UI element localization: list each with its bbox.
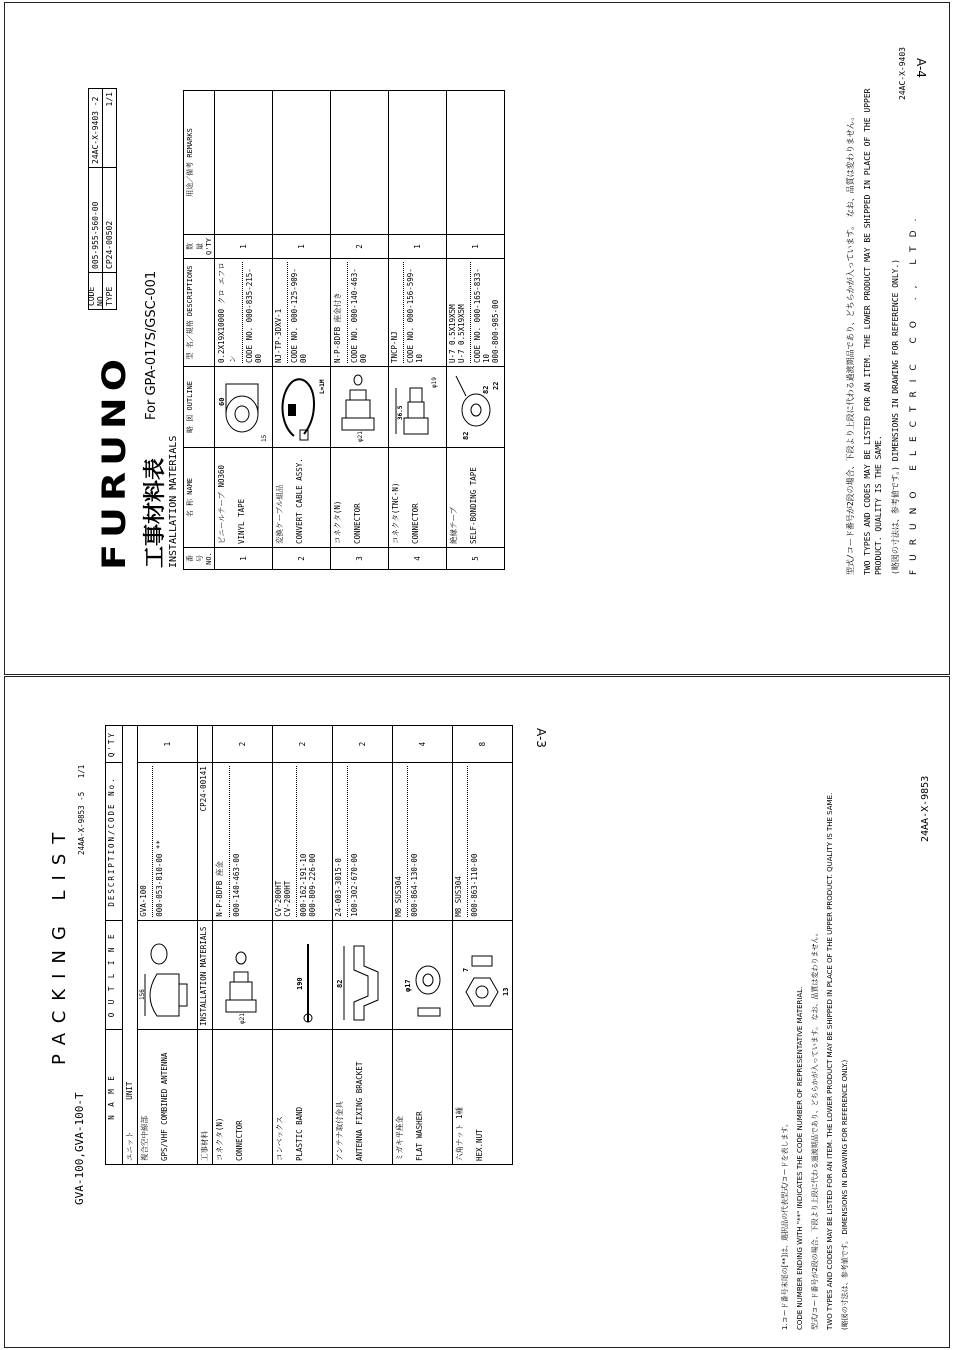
item-outline	[331, 367, 389, 448]
dim-22: 22	[492, 381, 500, 390]
dim-190: 190	[296, 977, 304, 990]
dim-156: 156	[139, 989, 146, 1000]
item-desc-alt: U-7 0.5X19X5M	[457, 304, 466, 363]
item-no: 1	[215, 548, 273, 570]
dim-36-5: 36.5	[397, 405, 404, 420]
header-descriptions: 型 名／規格 DESCRIPTIONS	[184, 259, 215, 367]
item-desc-alt: CV-200HT	[283, 880, 292, 917]
item-code: 000-863-110-00	[467, 766, 479, 917]
item-desc: GVA-100	[139, 885, 148, 917]
antenna-bracket-drawing	[334, 936, 388, 1026]
item-code: 000-864-130-00	[407, 766, 419, 917]
item-name: CONNECTOR	[235, 1120, 244, 1161]
doc-number: 24AA-X-9853 -5	[77, 791, 86, 855]
item-name-jp: コネクタ(N)	[333, 500, 342, 544]
item-name: SELF-BONDING TAPE	[469, 467, 478, 544]
item-code-alt: 000-809-226-00	[308, 853, 317, 917]
installation-materials-form	[88, 90, 508, 570]
installation-notes	[845, 55, 920, 575]
table-row	[453, 726, 513, 1165]
item-desc: 0.2X19X10000 クロ エフロン	[217, 262, 237, 363]
table-row	[273, 91, 331, 570]
self-bonding-tape-drawing	[448, 370, 500, 444]
item-name: CONNECTOR	[411, 503, 420, 544]
item-outline	[389, 367, 447, 448]
installation-section-row	[198, 726, 213, 1165]
item-qty: 4	[393, 726, 453, 763]
code-value: 000-165-833-10	[473, 268, 491, 363]
dim-phi19: φ19	[431, 377, 438, 388]
dim-60: 60	[218, 397, 226, 406]
combined-antenna-drawing	[139, 936, 193, 1026]
item-code: 100-302-670-00	[347, 766, 359, 917]
dim-7: 7	[462, 967, 470, 972]
table-row	[273, 726, 333, 1165]
note-jp: 型式/コード番号が2段の場合、下段より上段に代わる過渡期品であり、どちらかが入っています。 なお、品質は変わりません。	[846, 112, 855, 575]
plastic-band-drawing	[274, 936, 328, 1026]
item-name: ANTENNA FIXING BRACKET	[355, 1061, 364, 1161]
table-header-row	[106, 726, 123, 1165]
item-outline	[138, 920, 198, 1029]
code-no-label: CODE NO.	[350, 326, 359, 363]
code-no-label: CODE NO.	[245, 326, 254, 363]
item-outline	[447, 367, 505, 448]
item-name-jp: コンベックス	[275, 1116, 284, 1161]
item-desc: N-P-8DFB 座金	[215, 861, 224, 917]
note-types-jp: 型式/コード番号が2段の場合、下段より上段に代わる過渡期品であり、どちらかが入っています。 なお、品質は変わりません。	[811, 929, 819, 1330]
note-en: TWO TYPES AND CODES MAY BE LISTED FOR AN ITEM. THE LOWER PRODUCT MAY BE SHIPPED IN PLACE OF THE UPPER PRODUCT. QUALITY IS THE SAME.	[863, 88, 883, 575]
dim-13: 13	[502, 987, 510, 996]
item-no: 4	[389, 548, 447, 570]
for-model: For GPA-017S/GSC-001	[144, 270, 159, 420]
item-name: GPS/VHF COMBINED ANTENNA	[160, 1052, 169, 1161]
item-qty: 2	[331, 235, 389, 259]
item-name-jp: 絶縁テープ	[449, 506, 458, 544]
dim-phi21: φ21	[239, 1013, 246, 1024]
table-row	[331, 91, 389, 570]
header-description: DESCRIPTION/CODE No.	[106, 763, 123, 921]
item-qty: 2	[273, 726, 333, 763]
table-row	[213, 726, 273, 1165]
item-remarks	[447, 91, 505, 235]
item-qty: 1	[215, 235, 273, 259]
code-value: 000-125-909-00	[290, 268, 308, 363]
item-remarks	[389, 91, 447, 235]
inst-section-jp: 工事材料	[200, 1131, 209, 1161]
convert-cable-drawing	[274, 370, 326, 444]
code-value-alt: 000-800-985-00	[491, 299, 500, 363]
item-name: PLASTIC BAND	[295, 1106, 304, 1161]
item-outline	[273, 367, 331, 448]
item-remarks	[331, 91, 389, 235]
packing-notes	[780, 710, 855, 1330]
unit-section-en: UNIT	[125, 1081, 134, 1100]
item-desc: M8 SUS304	[394, 876, 403, 917]
dim-phi17: φ17	[404, 979, 412, 992]
header-qty: 数 量 Q'TY	[184, 235, 215, 259]
dim-82: 82	[336, 979, 344, 988]
item-name: HEX.NUT	[475, 1129, 484, 1161]
item-no: 5	[447, 548, 505, 570]
item-code: 000-162-191-10	[296, 766, 308, 917]
item-code	[403, 262, 424, 363]
sheet-number: 1/1	[77, 764, 86, 779]
table-row	[333, 726, 393, 1165]
item-qty: 1	[447, 235, 505, 259]
item-outline	[333, 920, 393, 1029]
table-header-row	[184, 91, 215, 570]
table-row	[215, 91, 273, 570]
item-qty: 1	[138, 726, 198, 763]
code-value: 000-835-215-00	[245, 268, 263, 363]
doc-footer-top: 24AC-X-9403	[898, 47, 907, 100]
note-code-en: CODE NUMBER ENDING WITH "**" INDICATES THE CODE NUMBER OF REPRESENTATIVE MATERIAL.	[796, 986, 804, 1330]
dim-82-b: 82	[482, 385, 490, 394]
code-value: 000-156-599-10	[406, 268, 424, 363]
installation-materials-table	[183, 90, 505, 570]
item-outline	[453, 920, 513, 1029]
code-no-label: CODE NO.	[290, 326, 299, 363]
item-code: 000-053-810-00 **	[152, 766, 164, 917]
doc-footer-bottom: 24AA-X-9853	[920, 775, 931, 842]
item-code	[287, 262, 308, 363]
packing-list-title: PACKING LIST	[49, 822, 70, 1065]
inst-section-en: INSTALLATION MATERIALS	[199, 926, 208, 1026]
item-desc: 24-003-3015-0	[334, 858, 343, 917]
n-connector-drawing	[332, 370, 384, 444]
item-desc: M8 SUS304	[454, 876, 463, 917]
connector-drawing	[214, 936, 268, 1026]
item-no: 3	[331, 548, 389, 570]
vinyl-tape-drawing	[216, 370, 268, 444]
item-code: 000-140-463-00	[229, 766, 241, 917]
header-name: N A M E	[106, 1029, 123, 1164]
note-dimensions: (略図の寸法は、参考値です。) DIMENSIONS IN DRAWING FOR REFERENCE ONLY.)	[891, 258, 900, 575]
item-desc: N-P-8DFB 座金付き	[333, 292, 342, 363]
company-name: FURUNO ELECTRIC CO ., LTD.	[909, 209, 919, 575]
type-label: TYPE	[103, 272, 116, 309]
item-code	[347, 262, 368, 363]
item-name-jp: 複合空中線部	[140, 1116, 149, 1161]
hex-nut-drawing	[454, 936, 508, 1026]
note-dimensions: (略図の寸法は、参考値です。 DIMENSIONS IN DRAWING FOR REFERENCE ONLY.)	[841, 1059, 849, 1330]
item-code	[470, 262, 500, 363]
dim-length: L=1M	[319, 379, 326, 394]
item-qty: 1	[273, 235, 331, 259]
code-no-label: CODE NO.	[473, 326, 482, 363]
header-no: 番 号 NO.	[184, 548, 215, 570]
item-remarks	[215, 91, 273, 235]
item-outline	[393, 920, 453, 1029]
code-value: 000-140-463-00	[350, 268, 368, 363]
item-outline	[215, 367, 273, 448]
item-qty: 8	[453, 726, 513, 763]
code-label: CODE NO.	[89, 272, 102, 309]
header-qty: Q'TY	[106, 726, 123, 763]
item-name-jp: ミガキ平座金	[395, 1116, 404, 1161]
model-names: GVA-100,GVA-100-T	[73, 1092, 86, 1205]
note-code-jp: 1.コード番号末尾の[**]は、選択品の代表型式/コードを表します。	[781, 1120, 789, 1330]
item-desc: NJ-TP-3DXV-1	[274, 308, 283, 363]
page-number-top: A-4	[914, 58, 928, 78]
item-remarks	[273, 91, 331, 235]
item-name: VINYL TAPE	[237, 498, 246, 544]
furuno-logo: FURUNO	[95, 352, 133, 570]
item-name-jp: アンテナ取付金具	[335, 1101, 344, 1161]
type-number: CP24-00502	[103, 167, 116, 272]
item-desc: TNCP-NJ	[390, 331, 399, 363]
header-outline: O U T L I N E	[106, 920, 123, 1029]
item-name: CONNECTOR	[353, 503, 362, 544]
item-desc: U-7 0.5X19X5M	[448, 304, 457, 363]
page-number-bottom: A-3	[534, 728, 548, 748]
dim-15: 15	[261, 434, 268, 442]
code-no-label: CODE NO.	[406, 326, 415, 363]
item-qty: 1	[389, 235, 447, 259]
packing-list-table	[105, 725, 513, 1165]
code-number: 005-955-560-00	[89, 167, 102, 272]
item-outline	[213, 920, 273, 1029]
item-desc: CV-200HT	[274, 880, 283, 917]
packing-doc-number	[77, 765, 86, 855]
item-code	[242, 262, 263, 363]
item-qty: 2	[213, 726, 273, 763]
packing-list-form	[49, 725, 515, 1205]
item-name: CONVERT CABLE ASSY.	[295, 458, 304, 544]
table-row	[447, 91, 505, 570]
item-outline	[273, 920, 333, 1029]
item-name-jp: ビニールテープ NO360	[217, 464, 226, 544]
dim-phi21: φ21	[357, 431, 364, 442]
item-no: 2	[273, 548, 331, 570]
inst-section-type: CP24-00141	[199, 766, 208, 812]
doc-number: 24AC-X-9403 -2	[91, 96, 100, 164]
item-name-jp: コネクタ(N)	[215, 1117, 224, 1161]
table-row	[138, 726, 198, 1165]
title-japanese: 工事材料表	[143, 457, 168, 568]
tnc-connector-drawing	[390, 370, 442, 444]
item-name: FLAT WASHER	[415, 1111, 424, 1161]
header-name: 名 称 NAME	[184, 448, 215, 548]
header-outline: 略 図 OUTLINE	[184, 367, 215, 448]
table-row	[393, 726, 453, 1165]
item-qty: 2	[333, 726, 393, 763]
item-name-jp: 変換ケーブル組品	[275, 484, 284, 544]
header-remarks: 用途／備考 REMARKS	[184, 91, 215, 235]
unit-section-jp: ユニット	[125, 1131, 134, 1161]
sheet-number: 1/1	[105, 92, 114, 107]
unit-section-row	[123, 726, 138, 1165]
item-name-jp: 六角ナット 1種	[455, 1107, 464, 1161]
table-row	[389, 91, 447, 570]
dim-82-a: 82	[462, 431, 470, 440]
note-types-en: TWO TYPES AND CODES MAY BE LISTED FOR AN ITEM. THE LOWER PRODUCT MAY BE SHIPPED IN PLACE OF THE UPPER PRODUCT. QUALITY IS THE SAME.	[826, 792, 834, 1330]
code-box	[88, 88, 117, 310]
flat-washer-drawing	[394, 936, 448, 1026]
item-name-jp: コネクタ(TNC-N)	[391, 482, 400, 544]
title-english: INSTALLATION MATERIALS	[168, 435, 179, 568]
